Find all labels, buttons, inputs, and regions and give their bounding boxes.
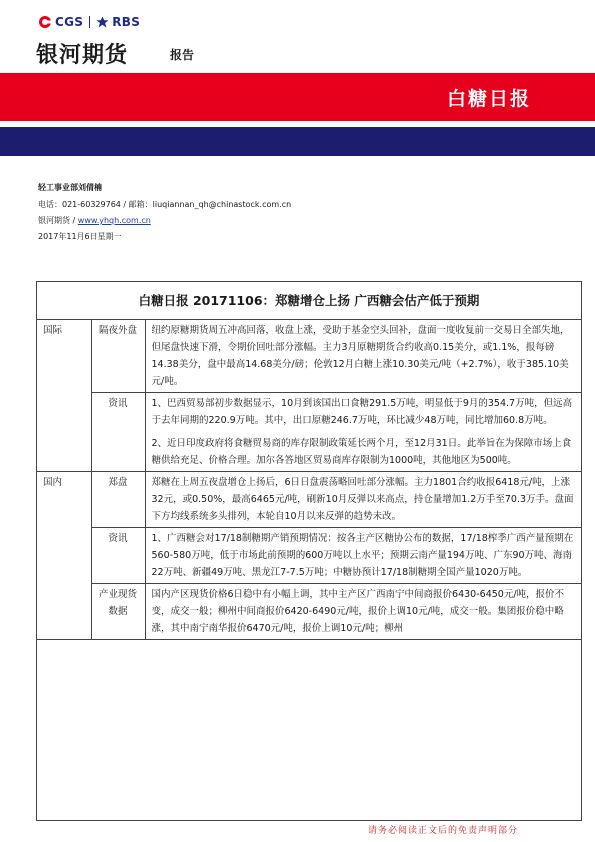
row-subcategory: 资讯 xyxy=(91,393,145,472)
report-tag: 报告 xyxy=(170,48,195,62)
report-date: 2017年11月6日星期一 xyxy=(38,232,122,241)
author-line: 轻工事业部刘倩楠 xyxy=(38,183,102,192)
rbs-mark-icon xyxy=(96,16,109,29)
disclaimer-footer: 请务必阅读正文后的免责声明部分 xyxy=(368,826,519,836)
logo-row xyxy=(38,14,140,30)
content-paragraph: 国内产区现货价格6日稳中有小幅上调，其中主产区广西南宁中间商报价6430-6450元/吨，报价不变，成交一般；柳州中间商报价6420-6490元/吨，报价上调10元/吨，成交一般。集团报价稳中略涨，其中南宁南华报价6470元/吨，报价上调10元/吨；柳州 xyxy=(151,589,565,634)
navy-band xyxy=(0,127,595,156)
brand-name: 银河期货 xyxy=(36,43,129,68)
rbs-logo-text: RBS xyxy=(112,15,141,29)
logo-divider xyxy=(89,16,90,28)
content-paragraph: 1、广西糖会对17/18制糖期产销预期情况：按各主产区糖协公布的数据，17/18榨季广西产量预期在560-580万吨，低于市场此前预期的600万吨以上水平；预期云南产量194万吨、广东90万吨、海南22万吨、新疆49万吨、黑龙江7-7.5万吨；中糖协预计17/18制糖期全国产量1020万吨。 xyxy=(151,533,574,578)
content-paragraph: 2、近日印度政府将食糖贸易商的库存限制政策延长两个月，至12月31日。此举旨在为保障市场上食糖供给充足、价格合理。加尔各答地区贸易商库存限制为1000吨，其他地区为500吨。 xyxy=(151,438,572,466)
contact-line: 电话：021-60329764 / 邮箱：liuqiannan_qh@chinastock.com.cn xyxy=(38,200,292,209)
report-title: 白糖日报 20171106：郑糖增仓上扬 广西糖会估产低于预期 xyxy=(37,282,581,320)
row-subcategory: 郑盘 xyxy=(91,472,145,528)
report-table xyxy=(37,320,582,640)
company-line xyxy=(38,215,151,226)
cgs-mark-icon xyxy=(38,15,52,29)
website-link[interactable]: www.yhqh.com.cn xyxy=(77,216,151,225)
row-subcategory: 产业现货数据 xyxy=(91,584,145,640)
row-subcategory: 隔夜外盘 xyxy=(91,320,145,393)
row-content xyxy=(145,393,582,472)
section-category: 国际 xyxy=(37,320,91,472)
content-paragraph: 郑糖在上周五夜盘增仓上扬后，6日日盘震荡略回吐部分涨幅。主力1801合约收报6418元/吨，上涨32元，或0.50%，最高6465元/吨，刷新10月反弹以来高点，持仓量增加1.2万手至70.3万手。盘面下方均线系统多头排列，本轮自10月以来反弹的趋势未改。 xyxy=(151,477,574,522)
company-separator: / xyxy=(72,216,78,225)
report-row xyxy=(37,393,582,472)
row-content xyxy=(145,320,582,393)
report-row xyxy=(37,528,582,584)
banner-title: 白糖日报 xyxy=(446,88,531,110)
row-content xyxy=(145,472,582,528)
title-banner xyxy=(0,73,595,121)
report-row xyxy=(37,472,582,528)
row-content xyxy=(145,528,582,584)
row-content xyxy=(145,584,582,640)
report-table-body xyxy=(37,320,582,640)
rbs-logo xyxy=(96,15,140,29)
report-row xyxy=(37,584,582,640)
row-subcategory: 资讯 xyxy=(91,528,145,584)
cgs-logo-text: CGS xyxy=(55,15,84,29)
cgs-logo xyxy=(38,15,83,29)
content-paragraph: 纽约原糖期货周五冲高回落，收盘上涨，受助于基金空头回补，盘面一度收复前一交易日全部失地，但尾盘快速下滑，令期价回吐部分涨幅。主力3月原糖期货合约收高0.15美分，或1.1%，报每磅14.38美分，盘中最高14.68美分/磅；伦敦12月白糖上涨10.30美元/吨（+2.7%），收于385.10美元/吨。 xyxy=(151,325,570,387)
content-paragraph: 1、巴西贸易部初步数据显示，10月到该国出口食糖291.5万吨，明显低于9月的354.7万吨，但远高于去年同期的220.9万吨。其中，出口原糖246.7万吨，环比减少48万吨，同比增加60.8万吨。 xyxy=(151,398,573,426)
company-name: 银河期货 xyxy=(38,216,70,225)
report-frame xyxy=(36,281,582,821)
report-row xyxy=(37,320,582,393)
section-category: 国内 xyxy=(37,472,91,640)
